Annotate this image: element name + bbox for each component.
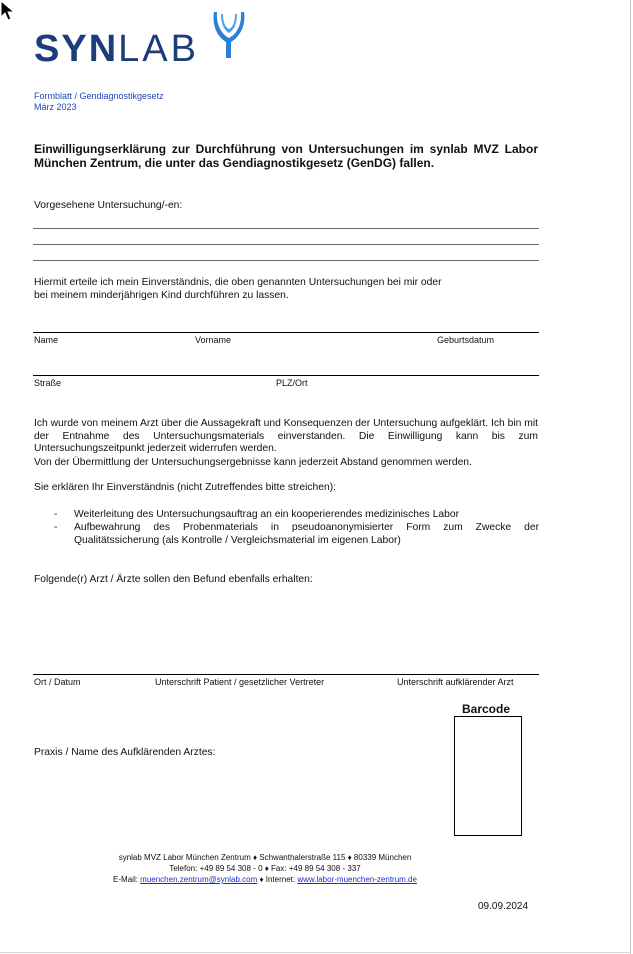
footer-contact xyxy=(34,874,496,885)
barcode-box xyxy=(454,716,522,836)
bullet-text: Aufbewahrung des Probenmaterials in pseudoanonymisierter Form zum Zwecke der Qualitätssicherung (als Kontrolle / Vergleichsmaterial im eigenen Labor) xyxy=(74,522,539,546)
exam-line-1 xyxy=(33,228,539,229)
footer-email-prefix: E-Mail: xyxy=(113,875,141,884)
recipients-label: Folgende(r) Arzt / Ärzte sollen den Befund ebenfalls erhalten: xyxy=(34,574,313,585)
signature-line[interactable] xyxy=(33,674,539,675)
bullet-text: Weiterleitung des Untersuchungsauftrag an ein kooperierendes medizinisches Labor xyxy=(74,509,460,520)
list-item xyxy=(54,509,539,522)
planned-exams-label: Vorgesehene Untersuchung/-en: xyxy=(34,200,183,211)
footer-phone: Telefon: +49 89 54 308 - 0 ♦ Fax: +49 89 54 308 - 337 xyxy=(169,864,361,873)
logo-text-light: LAB xyxy=(118,28,199,70)
strasse-field-label: Straße xyxy=(34,378,62,388)
consent-line-1: Hiermit erteile ich mein Einverständnis, die oben genannten Untersuchungen bei mir oder xyxy=(34,277,442,288)
logo-wordmark xyxy=(34,28,199,71)
website-link[interactable]: www.labor-muenchen-zentrum.de xyxy=(297,875,417,884)
info-paragraph-1: Ich wurde von meinem Arzt über die Aussagekraft und Konsequenzen der Untersuchung aufgeklärt. Ich bin mit der Entnahme des Untersuchungsmaterials einverstanden. Die Einwilligung kann bis zum Untersuchungszeitpunkt jederzeit widerrufen werden. xyxy=(34,418,538,454)
bullet-dash: - xyxy=(54,509,58,520)
address-field-line[interactable] xyxy=(33,375,539,376)
exam-line-2 xyxy=(33,244,539,245)
footer-internet-prefix: ♦ Internet: xyxy=(257,875,298,884)
barcode-label: Barcode xyxy=(462,702,511,716)
footer xyxy=(34,852,496,885)
vorname-field-label: Vorname xyxy=(195,335,232,345)
form-reference: Formblatt / Gendiagnostikgesetz xyxy=(34,91,164,101)
page-bottom-edge xyxy=(0,952,631,953)
list-item xyxy=(54,522,539,547)
consent-line-2: bei meinem minderjährigen Kind durchführen zu lassen. xyxy=(34,290,289,301)
logo-text-bold: SYN xyxy=(34,28,119,70)
print-date: 09.09.2024 xyxy=(478,901,529,912)
doctor-signature-label: Unterschrift aufklärender Arzt xyxy=(397,677,514,687)
exam-line-3 xyxy=(33,260,539,261)
bullet-dash: - xyxy=(54,522,58,533)
email-link[interactable]: muenchen.zentrum@synlab.com xyxy=(140,875,258,884)
document-title: Einwilligungserklärung zur Durchführung von Untersuchungen im synlab MVZ Labor München Zentrum, die unter das Gendiagnostikgesetz (GenDG) fallen. xyxy=(34,142,538,170)
plz-ort-field-label: PLZ/Ort xyxy=(276,378,308,388)
form-date: März 2023 xyxy=(34,102,77,112)
patient-signature-label: Unterschrift Patient / gesetzlicher Vertreter xyxy=(155,677,325,687)
declaration-label: Sie erklären Ihr Einverständnis (nicht Zutreffendes bitte streichen): xyxy=(34,482,336,493)
synlab-mark-icon xyxy=(208,10,250,60)
mouse-cursor-icon xyxy=(0,0,16,22)
geburtsdatum-field-label: Geburtsdatum xyxy=(437,335,495,345)
ort-datum-label: Ort / Datum xyxy=(34,677,81,687)
praxis-label: Praxis / Name des Aufklärenden Arztes: xyxy=(34,747,216,758)
page-right-edge xyxy=(630,0,631,954)
info-paragraph-2: Von der Übermittlung der Untersuchungsergebnisse kann jederzeit Abstand genommen werden. xyxy=(34,457,472,468)
footer-address: synlab MVZ Labor München Zentrum ♦ Schwanthalerstraße 115 ♦ 80339 München xyxy=(118,853,412,862)
synlab-logo xyxy=(34,10,264,70)
name-field-line[interactable] xyxy=(33,332,539,333)
name-field-label: Name xyxy=(34,335,59,345)
